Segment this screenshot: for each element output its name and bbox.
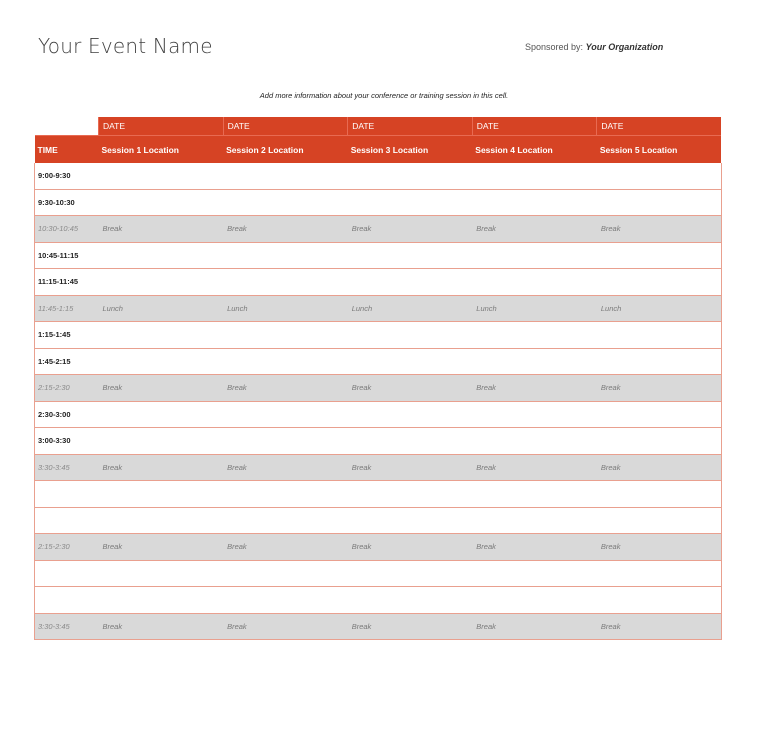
date-header[interactable]: DATE: [99, 117, 224, 136]
time-cell[interactable]: 3:00-3:30: [35, 428, 99, 455]
break-cell[interactable]: Break: [597, 534, 722, 561]
session-cell[interactable]: [597, 507, 722, 534]
time-column-header[interactable]: TIME: [35, 136, 99, 164]
session-cell[interactable]: [597, 587, 722, 614]
session-row: [35, 189, 722, 216]
session-cell[interactable]: [597, 481, 722, 508]
event-title[interactable]: Your Event Name: [38, 34, 213, 58]
break-cell[interactable]: Lunch: [472, 295, 597, 322]
break-cell[interactable]: Break: [348, 613, 473, 640]
break-cell[interactable]: Break: [472, 613, 597, 640]
session-cell[interactable]: [472, 189, 597, 216]
sponsor-line: [525, 42, 663, 52]
time-cell[interactable]: 11:15-11:45: [35, 269, 99, 296]
break-cell[interactable]: Break: [472, 454, 597, 481]
time-cell[interactable]: 1:45-2:15: [35, 348, 99, 375]
session-row: [35, 428, 722, 455]
time-cell[interactable]: 1:15-1:45: [35, 322, 99, 349]
session-cell[interactable]: [99, 481, 224, 508]
session-cell[interactable]: [348, 560, 473, 587]
session-cell[interactable]: [348, 481, 473, 508]
session-cell[interactable]: [472, 507, 597, 534]
break-cell[interactable]: Break: [223, 534, 348, 561]
session-cell[interactable]: [223, 401, 348, 428]
break-cell[interactable]: Break: [99, 454, 224, 481]
session-cell[interactable]: [99, 560, 224, 587]
date-corner-cell: [35, 117, 99, 136]
session-cell[interactable]: [99, 322, 224, 349]
session-cell[interactable]: [99, 189, 224, 216]
date-header-row: [35, 117, 722, 136]
date-header[interactable]: DATE: [223, 117, 348, 136]
sponsor-name[interactable]: Your Organization: [585, 42, 664, 52]
break-row: [35, 216, 722, 243]
session-cell[interactable]: [99, 163, 224, 189]
break-cell[interactable]: Break: [348, 375, 473, 402]
break-cell[interactable]: Break: [348, 534, 473, 561]
session-cell[interactable]: [223, 481, 348, 508]
session-cell[interactable]: [597, 560, 722, 587]
session-cell[interactable]: [597, 348, 722, 375]
date-header[interactable]: DATE: [348, 117, 473, 136]
time-cell[interactable]: 3:30-3:45: [35, 454, 99, 481]
break-cell[interactable]: Break: [99, 216, 224, 243]
session-row: [35, 242, 722, 269]
time-cell[interactable]: [35, 481, 99, 508]
session-cell[interactable]: [223, 507, 348, 534]
session-cell[interactable]: [99, 242, 224, 269]
time-cell[interactable]: 2:15-2:30: [35, 534, 99, 561]
break-cell[interactable]: Break: [597, 375, 722, 402]
break-cell[interactable]: Break: [99, 375, 224, 402]
session-cell[interactable]: [597, 163, 722, 189]
session-cell[interactable]: [597, 269, 722, 296]
session-cell[interactable]: [472, 401, 597, 428]
location-header[interactable]: Session 1 Location: [99, 136, 224, 164]
time-cell[interactable]: 10:45-11:15: [35, 242, 99, 269]
session-row: [35, 322, 722, 349]
date-header[interactable]: DATE: [472, 117, 597, 136]
break-cell[interactable]: Break: [223, 216, 348, 243]
session-cell[interactable]: [99, 269, 224, 296]
session-cell[interactable]: [223, 587, 348, 614]
session-cell[interactable]: [597, 242, 722, 269]
session-row: [35, 269, 722, 296]
location-header[interactable]: Session 3 Location: [348, 136, 473, 164]
session-cell[interactable]: [223, 163, 348, 189]
session-cell[interactable]: [348, 322, 473, 349]
session-cell[interactable]: [597, 322, 722, 349]
session-cell[interactable]: [348, 189, 473, 216]
break-cell[interactable]: Break: [472, 216, 597, 243]
break-cell[interactable]: Break: [348, 454, 473, 481]
date-header[interactable]: DATE: [597, 117, 722, 136]
session-cell[interactable]: [99, 348, 224, 375]
time-cell[interactable]: 9:30-10:30: [35, 189, 99, 216]
session-row: [35, 481, 722, 508]
session-row: [35, 507, 722, 534]
break-cell[interactable]: Break: [99, 534, 224, 561]
time-cell[interactable]: 11:45-1:15: [35, 295, 99, 322]
session-cell[interactable]: [348, 587, 473, 614]
break-row: [35, 613, 722, 640]
location-header[interactable]: Session 5 Location: [597, 136, 722, 164]
break-cell[interactable]: Break: [472, 375, 597, 402]
session-cell[interactable]: [223, 242, 348, 269]
break-cell[interactable]: Lunch: [99, 295, 224, 322]
event-info[interactable]: Add more information about your conference or training session in this cell.: [259, 91, 509, 100]
session-cell[interactable]: [472, 481, 597, 508]
session-row: [35, 560, 722, 587]
session-cell[interactable]: [223, 560, 348, 587]
session-cell[interactable]: [472, 587, 597, 614]
session-cell[interactable]: [223, 189, 348, 216]
session-cell[interactable]: [348, 401, 473, 428]
session-cell[interactable]: [223, 269, 348, 296]
session-cell[interactable]: [348, 163, 473, 189]
break-cell[interactable]: Break: [223, 375, 348, 402]
break-cell[interactable]: Lunch: [348, 295, 473, 322]
session-cell[interactable]: [597, 428, 722, 455]
session-cell[interactable]: [99, 428, 224, 455]
break-row: [35, 534, 722, 561]
time-cell[interactable]: [35, 560, 99, 587]
break-cell[interactable]: Break: [223, 613, 348, 640]
break-cell[interactable]: Break: [99, 613, 224, 640]
location-header-row: [35, 136, 722, 164]
break-row: [35, 295, 722, 322]
session-cell[interactable]: [99, 587, 224, 614]
session-row: [35, 587, 722, 614]
break-cell[interactable]: Break: [597, 613, 722, 640]
session-row: [35, 348, 722, 375]
session-cell[interactable]: [472, 560, 597, 587]
session-cell[interactable]: [472, 269, 597, 296]
session-cell[interactable]: [348, 242, 473, 269]
break-cell[interactable]: Lunch: [223, 295, 348, 322]
time-cell[interactable]: 9:00-9:30: [35, 163, 99, 189]
break-cell[interactable]: Break: [223, 454, 348, 481]
schedule-table: [34, 117, 722, 640]
session-cell[interactable]: [472, 348, 597, 375]
session-cell[interactable]: [348, 507, 473, 534]
schedule-body: [35, 163, 722, 640]
session-cell[interactable]: [472, 242, 597, 269]
session-cell[interactable]: [597, 189, 722, 216]
session-cell[interactable]: [472, 428, 597, 455]
time-cell[interactable]: [35, 587, 99, 614]
sponsor-label[interactable]: Sponsored by:: [525, 42, 584, 52]
session-cell[interactable]: [223, 322, 348, 349]
session-cell[interactable]: [99, 507, 224, 534]
session-cell[interactable]: [223, 428, 348, 455]
break-row: [35, 454, 722, 481]
session-cell[interactable]: [472, 322, 597, 349]
break-row: [35, 375, 722, 402]
session-row: [35, 401, 722, 428]
session-row: [35, 163, 722, 189]
location-header[interactable]: Session 2 Location: [223, 136, 348, 164]
time-cell[interactable]: 2:30-3:00: [35, 401, 99, 428]
break-cell[interactable]: Break: [348, 216, 473, 243]
break-cell[interactable]: Break: [597, 454, 722, 481]
session-cell[interactable]: [348, 348, 473, 375]
session-cell[interactable]: [472, 163, 597, 189]
break-cell[interactable]: Lunch: [597, 295, 722, 322]
session-cell[interactable]: [99, 401, 224, 428]
session-cell[interactable]: [223, 348, 348, 375]
session-cell[interactable]: [348, 269, 473, 296]
time-cell[interactable]: [35, 507, 99, 534]
time-cell[interactable]: 10:30-10:45: [35, 216, 99, 243]
time-cell[interactable]: 2:15-2:30: [35, 375, 99, 402]
time-cell[interactable]: 3:30-3:45: [35, 613, 99, 640]
break-cell[interactable]: Break: [597, 216, 722, 243]
location-header[interactable]: Session 4 Location: [472, 136, 597, 164]
break-cell[interactable]: Break: [472, 534, 597, 561]
session-cell[interactable]: [597, 401, 722, 428]
session-cell[interactable]: [348, 428, 473, 455]
